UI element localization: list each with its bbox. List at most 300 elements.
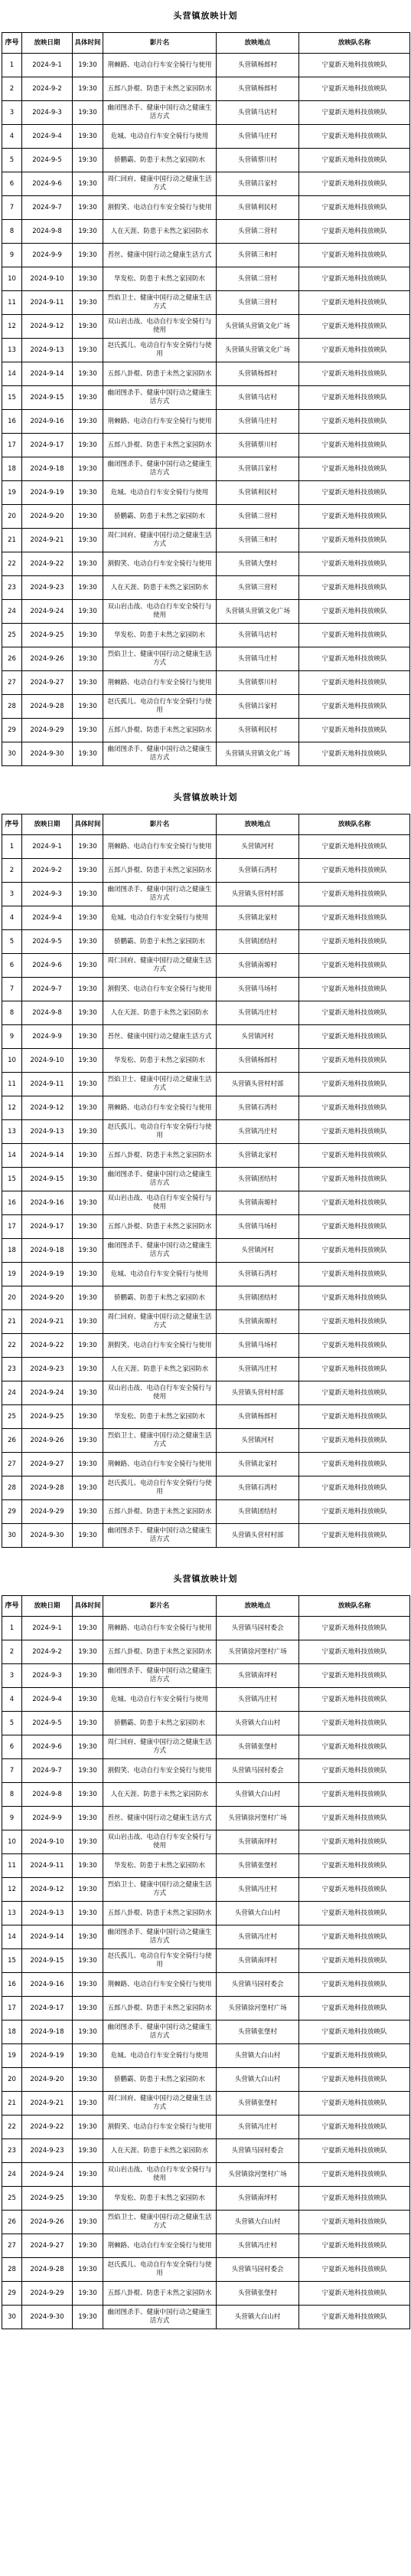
cell-date: 2024-9-8 [22, 1783, 73, 1807]
cell-film: 赵氏孤儿、电动自行车安全骑行与使用 [103, 1949, 217, 1973]
cell-team: 宁夏新天地科技放映队 [299, 1688, 410, 1712]
col-header-seq: 序号 [2, 814, 22, 835]
table-row [2, 954, 410, 978]
cell-film: 华发松、防患于未然之家园防水 [103, 1405, 217, 1429]
cell-time: 19:30 [73, 647, 103, 671]
cell-team: 宁夏新天地科技放映队 [299, 1429, 410, 1453]
table-row [2, 1759, 410, 1783]
cell-film: 烈焰卫士、健康中国行动之健康生活方式 [103, 1073, 217, 1096]
cell-time: 19:30 [73, 1902, 103, 1925]
cell-time: 19:30 [73, 2020, 103, 2044]
col-header-film: 影片名 [103, 33, 217, 54]
cell-location: 头营镇张堡村 [217, 2282, 299, 2306]
col-header-team: 放映队名称 [299, 1596, 410, 1617]
cell-date: 2024-9-5 [22, 930, 73, 954]
cell-time: 19:30 [73, 457, 103, 481]
table-row [2, 1405, 410, 1429]
cell-location: 头营镇杨郎村 [217, 362, 299, 386]
cell-seq: 16 [2, 410, 22, 434]
cell-time: 19:30 [73, 244, 103, 267]
cell-team: 宁夏新天地科技放映队 [299, 624, 410, 647]
cell-location: 头营镇三和村 [217, 244, 299, 267]
cell-date: 2024-9-23 [22, 2139, 73, 2163]
cell-time: 19:30 [73, 505, 103, 529]
cell-time: 19:30 [73, 2282, 103, 2306]
cell-date: 2024-9-15 [22, 386, 73, 410]
cell-seq: 29 [2, 719, 22, 742]
cell-location: 头营镇头营镇文化广场 [217, 315, 299, 339]
cell-time: 19:30 [73, 2258, 103, 2282]
cell-location: 头营镇杨郎村 [217, 1049, 299, 1073]
cell-location: 头营镇马园村委会 [217, 1973, 299, 1997]
cell-time: 19:30 [73, 77, 103, 101]
table-row [2, 2044, 410, 2068]
cell-seq: 6 [2, 1735, 22, 1759]
cell-film: 周仁回府、健康中国行动之健康生活方式 [103, 529, 217, 552]
cell-seq: 24 [2, 600, 22, 624]
table-row [2, 2258, 410, 2282]
table-row [2, 1902, 410, 1925]
table-row [2, 2211, 410, 2234]
cell-time: 19:30 [73, 624, 103, 647]
table-row [2, 859, 410, 883]
cell-date: 2024-9-18 [22, 457, 73, 481]
table-row [2, 267, 410, 291]
cell-location: 头营镇马店村 [217, 624, 299, 647]
cell-seq: 30 [2, 2306, 22, 2329]
col-header-film: 影片名 [103, 814, 217, 835]
cell-seq: 3 [2, 1664, 22, 1688]
cell-location: 头营镇吕家村 [217, 695, 299, 719]
cell-film: 苔丝、健康中国行动之健康生活方式 [103, 1025, 217, 1049]
table-row [2, 410, 410, 434]
cell-location: 头营镇团结村 [217, 1168, 299, 1191]
table-row [2, 1025, 410, 1049]
table-row [2, 2306, 410, 2329]
cell-location: 头营镇南塬村 [217, 1310, 299, 1334]
cell-date: 2024-9-14 [22, 362, 73, 386]
cell-date: 2024-9-1 [22, 1617, 73, 1640]
cell-seq: 4 [2, 125, 22, 149]
cell-location: 头营镇马园村委会 [217, 2258, 299, 2282]
cell-time: 19:30 [73, 978, 103, 1001]
cell-film: 苔丝、健康中国行动之健康生活方式 [103, 1807, 217, 1830]
header-row [2, 1596, 410, 1617]
table-row [2, 1334, 410, 1358]
cell-location: 头营镇石湾村 [217, 1096, 299, 1120]
cell-time: 19:30 [73, 1144, 103, 1168]
table-row [2, 1049, 410, 1073]
cell-date: 2024-9-11 [22, 1854, 73, 1878]
table-row [2, 1001, 410, 1025]
cell-film: 危城、电动自行车安全骑行与使用 [103, 125, 217, 149]
cell-date: 2024-9-17 [22, 434, 73, 457]
cell-date: 2024-9-16 [22, 1191, 73, 1215]
cell-location: 头营镇大白山村 [217, 2306, 299, 2329]
cell-team: 宁夏新天地科技放映队 [299, 2187, 410, 2211]
cell-team: 宁夏新天地科技放映队 [299, 244, 410, 267]
cell-team: 宁夏新天地科技放映队 [299, 1973, 410, 1997]
cell-time: 19:30 [73, 1334, 103, 1358]
table-row [2, 1735, 410, 1759]
table-row [2, 2234, 410, 2258]
col-header-seq: 序号 [2, 1596, 22, 1617]
cell-location: 头营镇冯庄村 [217, 1358, 299, 1381]
cell-date: 2024-9-28 [22, 1476, 73, 1500]
cell-film: 荆棘路、电动自行车安全骑行与使用 [103, 671, 217, 695]
cell-time: 19:30 [73, 1073, 103, 1096]
cell-location: 头营镇头营村村部 [217, 883, 299, 906]
cell-seq: 9 [2, 1807, 22, 1830]
cell-location: 头营镇头营村村部 [217, 1073, 299, 1096]
cell-location: 头营镇河村 [217, 835, 299, 859]
cell-location: 头营镇大白山村 [217, 1902, 299, 1925]
cell-seq: 23 [2, 576, 22, 600]
table-row [2, 647, 410, 671]
cell-location: 头营镇张堡村 [217, 1854, 299, 1878]
col-header-time: 具体时间 [73, 33, 103, 54]
table-row [2, 1783, 410, 1807]
cell-team: 宁夏新天地科技放映队 [299, 2163, 410, 2187]
cell-date: 2024-9-30 [22, 1524, 73, 1548]
col-header-team: 放映队名称 [299, 33, 410, 54]
cell-film: 荆棘路、电动自行车安全骑行与使用 [103, 410, 217, 434]
cell-team: 宁夏新天地科技放映队 [299, 339, 410, 362]
table-row [2, 1144, 410, 1168]
cell-location: 头营镇吕家村 [217, 172, 299, 196]
cell-location: 头营镇马园村委会 [217, 2139, 299, 2163]
cell-location: 头营镇大白山村 [217, 1783, 299, 1807]
cell-date: 2024-9-11 [22, 1073, 73, 1096]
table-row [2, 552, 410, 576]
cell-location: 头营镇石湾村 [217, 1476, 299, 1500]
cell-seq: 7 [2, 196, 22, 220]
cell-location: 头营镇冯庄村 [217, 2234, 299, 2258]
cell-team: 宁夏新天地科技放映队 [299, 859, 410, 883]
cell-time: 19:30 [73, 552, 103, 576]
cell-location: 头营镇利民村 [217, 196, 299, 220]
table-row [2, 1381, 410, 1405]
cell-film: 割假笑、电动自行车安全骑行与使用 [103, 196, 217, 220]
table-row [2, 1168, 410, 1191]
cell-team: 宁夏新天地科技放映队 [299, 1854, 410, 1878]
cell-time: 19:30 [73, 434, 103, 457]
cell-film: 双山岩击战、电动自行车安全骑行与使用 [103, 1191, 217, 1215]
cell-team: 宁夏新天地科技放映队 [299, 2068, 410, 2092]
cell-team: 宁夏新天地科技放映队 [299, 978, 410, 1001]
cell-time: 19:30 [73, 1096, 103, 1120]
cell-location: 头营镇头营村村部 [217, 1381, 299, 1405]
cell-location: 头营镇南塬村 [217, 1191, 299, 1215]
cell-location: 头营镇马园村委会 [217, 1759, 299, 1783]
cell-time: 19:30 [73, 576, 103, 600]
cell-location: 头营镇徐河堡村广场 [217, 1807, 299, 1830]
cell-team: 宁夏新天地科技放映队 [299, 1878, 410, 1902]
table-row [2, 196, 410, 220]
cell-time: 19:30 [73, 1664, 103, 1688]
table-row [2, 1878, 410, 1902]
cell-date: 2024-9-8 [22, 1001, 73, 1025]
cell-seq: 28 [2, 2258, 22, 2282]
cell-location: 头营镇马庄村 [217, 410, 299, 434]
cell-location: 头营镇二营村 [217, 505, 299, 529]
cell-date: 2024-9-30 [22, 742, 73, 766]
cell-date: 2024-9-10 [22, 1830, 73, 1854]
cell-film: 华发松、防患于未然之家园防水 [103, 1854, 217, 1878]
cell-team: 宁夏新天地科技放映队 [299, 410, 410, 434]
cell-seq: 11 [2, 1073, 22, 1096]
cell-film: 荆棘路、电动自行车安全骑行与使用 [103, 54, 217, 77]
cell-time: 19:30 [73, 1997, 103, 2020]
cell-time: 19:30 [73, 600, 103, 624]
cell-time: 19:30 [73, 1381, 103, 1405]
cell-seq: 29 [2, 2282, 22, 2306]
cell-team: 宁夏新天地科技放映队 [299, 576, 410, 600]
cell-film: 五郎八卦棍、防患于未然之家园防水 [103, 719, 217, 742]
table-row [2, 742, 410, 766]
cell-film: 周仁回府、健康中国行动之健康生活方式 [103, 2092, 217, 2116]
table-row [2, 2163, 410, 2187]
cell-time: 19:30 [73, 1191, 103, 1215]
cell-seq: 24 [2, 1381, 22, 1405]
cell-film: 五郎八卦棍、防患于未然之家园防水 [103, 859, 217, 883]
cell-date: 2024-9-22 [22, 2116, 73, 2139]
cell-film: 割假笑、电动自行车安全骑行与使用 [103, 1334, 217, 1358]
cell-time: 19:30 [73, 1476, 103, 1500]
cell-seq: 5 [2, 1712, 22, 1735]
cell-film: 苔丝、健康中国行动之健康生活方式 [103, 244, 217, 267]
cell-seq: 14 [2, 362, 22, 386]
table-row [2, 386, 410, 410]
cell-team: 宁夏新天地科技放映队 [299, 1902, 410, 1925]
cell-team: 宁夏新天地科技放映队 [299, 1001, 410, 1025]
cell-location: 头营镇三营村 [217, 291, 299, 315]
cell-date: 2024-9-15 [22, 1949, 73, 1973]
cell-team: 宁夏新天地科技放映队 [299, 386, 410, 410]
cell-seq: 15 [2, 1949, 22, 1973]
table-row [2, 1310, 410, 1334]
cell-date: 2024-9-13 [22, 1902, 73, 1925]
cell-location: 头营镇南坪村 [217, 2187, 299, 2211]
table-row [2, 77, 410, 101]
table-row [2, 339, 410, 362]
cell-seq: 2 [2, 859, 22, 883]
table-row [2, 719, 410, 742]
header-row [2, 33, 410, 54]
table-row [2, 2139, 410, 2163]
cell-seq: 9 [2, 1025, 22, 1049]
cell-time: 19:30 [73, 1735, 103, 1759]
table-row [2, 362, 410, 386]
table-row [2, 1712, 410, 1735]
cell-time: 19:30 [73, 529, 103, 552]
cell-film: 烈焰卫士、健康中国行动之健康生活方式 [103, 291, 217, 315]
cell-location: 头营镇马园村委会 [217, 1617, 299, 1640]
table-row [2, 624, 410, 647]
cell-team: 宁夏新天地科技放映队 [299, 505, 410, 529]
cell-date: 2024-9-18 [22, 1239, 73, 1263]
cell-time: 19:30 [73, 883, 103, 906]
cell-team: 宁夏新天地科技放映队 [299, 695, 410, 719]
cell-team: 宁夏新天地科技放映队 [299, 2258, 410, 2282]
cell-seq: 13 [2, 1902, 22, 1925]
cell-team: 宁夏新天地科技放映队 [299, 906, 410, 930]
cell-film: 双山岩击战、电动自行车安全骑行与使用 [103, 315, 217, 339]
cell-team: 宁夏新天地科技放映队 [299, 434, 410, 457]
cell-film: 荆棘路、电动自行车安全骑行与使用 [103, 2234, 217, 2258]
cell-location: 头营镇张堡村 [217, 2092, 299, 2116]
cell-team: 宁夏新天地科技放映队 [299, 930, 410, 954]
cell-film: 幽闭图杀手、健康中国行动之健康生活方式 [103, 2306, 217, 2329]
cell-team: 宁夏新天地科技放映队 [299, 1807, 410, 1830]
cell-date: 2024-9-26 [22, 647, 73, 671]
cell-team: 宁夏新天地科技放映队 [299, 2092, 410, 2116]
cell-seq: 19 [2, 2044, 22, 2068]
cell-team: 宁夏新天地科技放映队 [299, 1310, 410, 1334]
cell-film: 周仁回府、健康中国行动之健康生活方式 [103, 172, 217, 196]
cell-seq: 8 [2, 1783, 22, 1807]
cell-date: 2024-9-18 [22, 2020, 73, 2044]
cell-team: 宁夏新天地科技放映队 [299, 1997, 410, 2020]
cell-seq: 5 [2, 930, 22, 954]
cell-time: 19:30 [73, 1358, 103, 1381]
cell-seq: 30 [2, 1524, 22, 1548]
cell-time: 19:30 [73, 101, 103, 125]
cell-date: 2024-9-28 [22, 2258, 73, 2282]
cell-date: 2024-9-1 [22, 835, 73, 859]
cell-date: 2024-9-3 [22, 101, 73, 125]
cell-date: 2024-9-2 [22, 1640, 73, 1664]
table-row [2, 600, 410, 624]
table-row [2, 2116, 410, 2139]
cell-date: 2024-9-20 [22, 2068, 73, 2092]
cell-film: 五郎八卦棍、防患于未然之家园防水 [103, 2282, 217, 2306]
cell-film: 荆棘路、电动自行车安全骑行与使用 [103, 835, 217, 859]
cell-seq: 30 [2, 742, 22, 766]
col-header-seq: 序号 [2, 33, 22, 54]
cell-seq: 12 [2, 1878, 22, 1902]
cell-date: 2024-9-24 [22, 2163, 73, 2187]
cell-film: 赵氏孤儿、电动自行车安全骑行与使用 [103, 2258, 217, 2282]
schedule-sheet-3 [0, 1563, 411, 2329]
table-row [2, 244, 410, 267]
cell-time: 19:30 [73, 695, 103, 719]
cell-team: 宁夏新天地科技放映队 [299, 481, 410, 505]
cell-film: 骄鹏霸、防患于未然之家园防水 [103, 1712, 217, 1735]
cell-date: 2024-9-21 [22, 2092, 73, 2116]
cell-location: 头营镇蔡川村 [217, 671, 299, 695]
cell-team: 宁夏新天地科技放映队 [299, 529, 410, 552]
cell-film: 幽闭图杀手、健康中国行动之健康生活方式 [103, 1524, 217, 1548]
cell-film: 幽闭图杀手、健康中国行动之健康生活方式 [103, 1925, 217, 1949]
cell-film: 割假笑、电动自行车安全骑行与使用 [103, 1759, 217, 1783]
cell-time: 19:30 [73, 1925, 103, 1949]
cell-seq: 2 [2, 1640, 22, 1664]
cell-team: 宁夏新天地科技放映队 [299, 2139, 410, 2163]
cell-time: 19:30 [73, 1688, 103, 1712]
cell-date: 2024-9-19 [22, 481, 73, 505]
cell-time: 19:30 [73, 1830, 103, 1854]
schedule-sheet-1 [0, 0, 411, 766]
cell-team: 宁夏新天地科技放映队 [299, 883, 410, 906]
cell-seq: 1 [2, 54, 22, 77]
table-row [2, 1807, 410, 1830]
cell-location: 头营镇团结村 [217, 1286, 299, 1310]
cell-location: 头营镇杨郎村 [217, 54, 299, 77]
cell-time: 19:30 [73, 2306, 103, 2329]
cell-team: 宁夏新天地科技放映队 [299, 1783, 410, 1807]
sheet-title: 头营镇放映计划 [173, 792, 238, 802]
table-row [2, 695, 410, 719]
cell-team: 宁夏新天地科技放映队 [299, 719, 410, 742]
cell-team: 宁夏新天地科技放映队 [299, 1925, 410, 1949]
cell-seq: 17 [2, 434, 22, 457]
cell-date: 2024-9-28 [22, 695, 73, 719]
cell-location: 头营镇石湾村 [217, 859, 299, 883]
cell-film: 幽闭图杀手、健康中国行动之健康生活方式 [103, 1664, 217, 1688]
cell-film: 赵氏孤儿、电动自行车安全骑行与使用 [103, 1120, 217, 1144]
cell-team: 宁夏新天地科技放映队 [299, 1191, 410, 1215]
cell-time: 19:30 [73, 1878, 103, 1902]
cell-date: 2024-9-1 [22, 54, 73, 77]
table-row [2, 1664, 410, 1688]
cell-location: 头营镇利民村 [217, 481, 299, 505]
col-header-film: 影片名 [103, 1596, 217, 1617]
cell-date: 2024-9-3 [22, 1664, 73, 1688]
cell-seq: 11 [2, 1854, 22, 1878]
cell-team: 宁夏新天地科技放映队 [299, 149, 410, 172]
cell-team: 宁夏新天地科技放映队 [299, 1096, 410, 1120]
cell-seq: 3 [2, 101, 22, 125]
cell-location: 头营镇南坪村 [217, 1664, 299, 1688]
cell-date: 2024-9-6 [22, 954, 73, 978]
cell-film: 骄鹏霸、防患于未然之家园防水 [103, 2068, 217, 2092]
cell-date: 2024-9-16 [22, 410, 73, 434]
cell-film: 周仁回府、健康中国行动之健康生活方式 [103, 1310, 217, 1334]
cell-team: 宁夏新天地科技放映队 [299, 1168, 410, 1191]
cell-location: 头营镇马场村 [217, 1215, 299, 1239]
cell-date: 2024-9-24 [22, 1381, 73, 1405]
sheet-title: 头营镇放映计划 [173, 11, 238, 21]
cell-location: 头营镇冯庄村 [217, 1878, 299, 1902]
col-header-location: 放映地点 [217, 1596, 299, 1617]
cell-time: 19:30 [73, 410, 103, 434]
cell-film: 人在天涯、防患于未然之家园防水 [103, 576, 217, 600]
cell-time: 19:30 [73, 149, 103, 172]
cell-location: 头营镇三营村 [217, 576, 299, 600]
cell-seq: 23 [2, 1358, 22, 1381]
table-row [2, 1286, 410, 1310]
table-row [2, 1973, 410, 1997]
cell-team: 宁夏新天地科技放映队 [299, 647, 410, 671]
table-row [2, 481, 410, 505]
cell-date: 2024-9-29 [22, 2282, 73, 2306]
cell-time: 19:30 [73, 481, 103, 505]
cell-location: 头营镇头营镇文化广场 [217, 600, 299, 624]
cell-time: 19:30 [73, 1120, 103, 1144]
sheet-separator [0, 766, 411, 782]
cell-film: 五郎八卦棍、防患于未然之家园防水 [103, 362, 217, 386]
cell-time: 19:30 [73, 125, 103, 149]
table-row [2, 906, 410, 930]
cell-seq: 15 [2, 1168, 22, 1191]
cell-seq: 17 [2, 1215, 22, 1239]
cell-team: 宁夏新天地科技放映队 [299, 125, 410, 149]
table-row [2, 1191, 410, 1215]
cell-location: 头营镇三和村 [217, 529, 299, 552]
cell-seq: 27 [2, 2234, 22, 2258]
cell-seq: 22 [2, 1334, 22, 1358]
